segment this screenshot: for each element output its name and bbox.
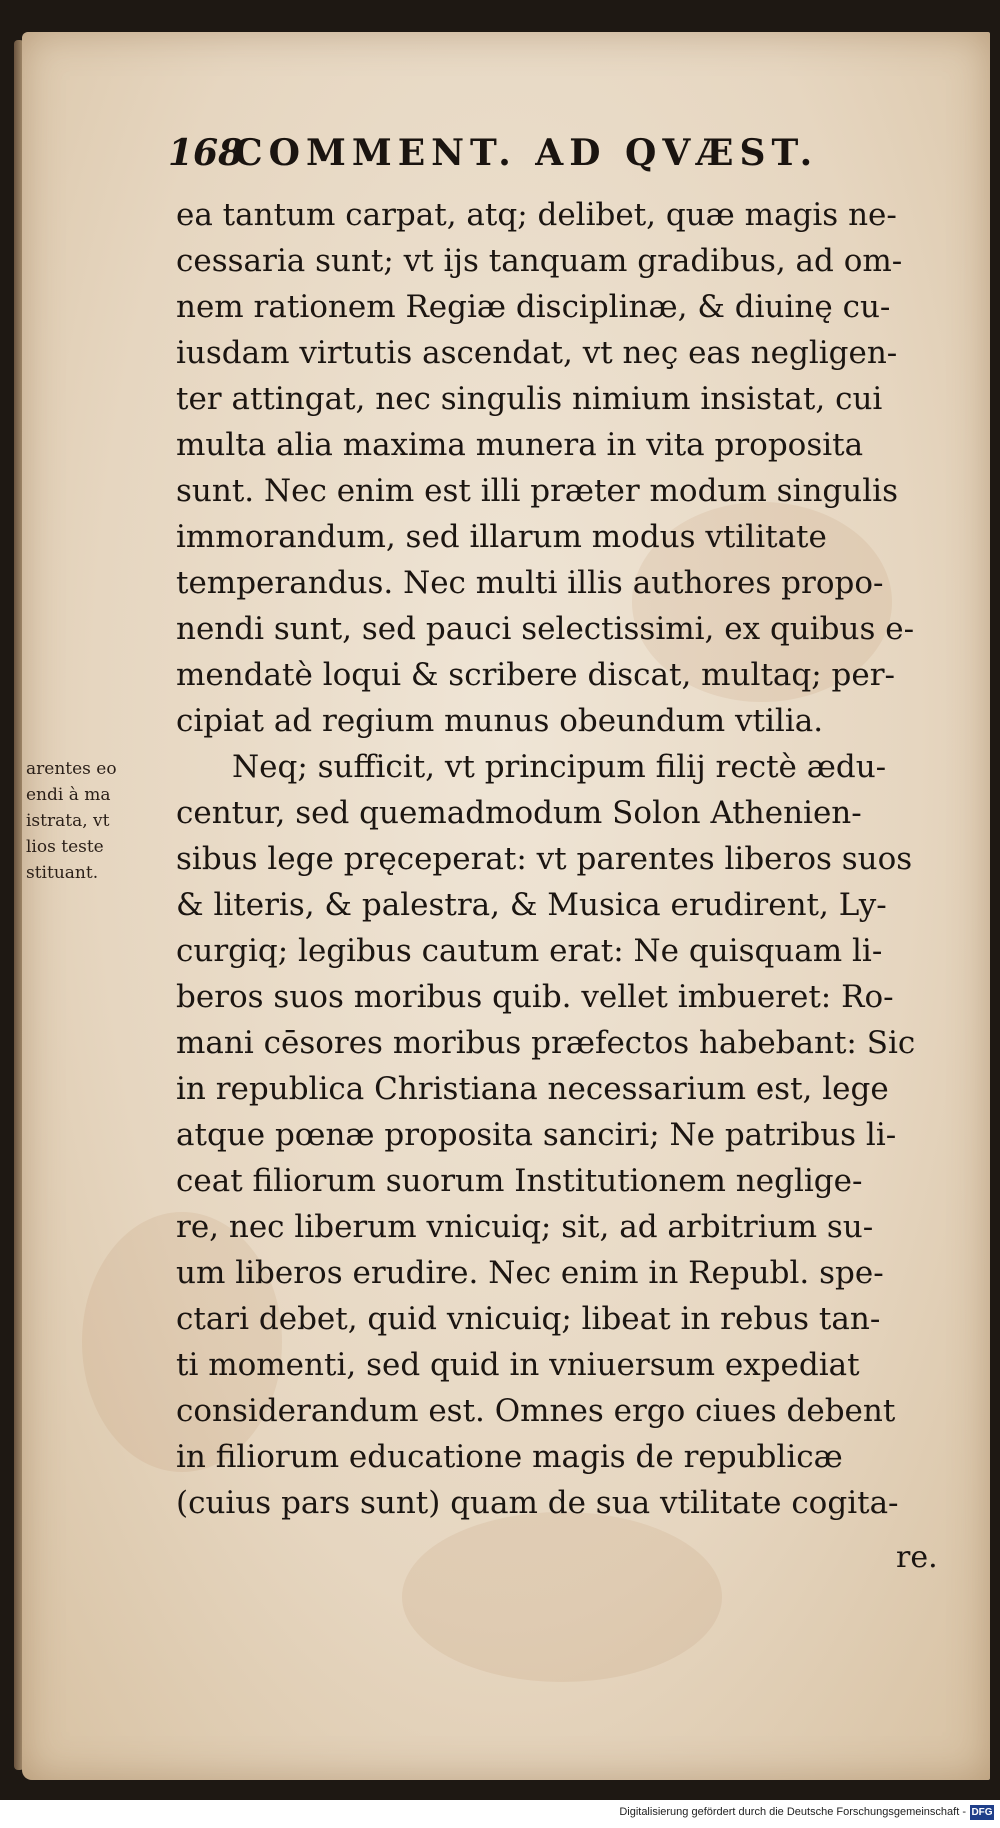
- text-line: cipiat ad regium munus obeundum vtilia.: [176, 703, 824, 739]
- digitization-footer: [0, 1800, 1000, 1828]
- catchword: re.: [896, 1540, 938, 1575]
- text-line: mendatè loqui & scribere discat, multaq; per-: [176, 657, 896, 693]
- text-line: nendi sunt, sed pauci selectissimi, ex quibus e-: [176, 611, 915, 647]
- funding-credit: Digitalisierung gefördert durch die Deutsche Forschungsgemeinschaft -: [619, 1806, 966, 1818]
- text-line: cessaria sunt; vt ijs tanquam gradibus, ad om-: [176, 243, 903, 279]
- body-text: [176, 192, 966, 1526]
- paragraph-start-line: Neq; sufficit, vt principum filij rectè ædu-: [232, 749, 887, 785]
- text-line: temperandus. Nec multi illis authores propo-: [176, 565, 884, 601]
- marginal-note: [26, 756, 176, 886]
- text-line: ter attingat, nec singulis nimium insistat, cui: [176, 381, 883, 417]
- marginal-note-line: arentes eo: [26, 759, 117, 779]
- text-line: centur, sed quemadmodum Solon Athenien-: [176, 795, 862, 831]
- page-number: 168: [168, 132, 244, 174]
- text-line: iusdam virtutis ascendat, vt neç eas negligen-: [176, 335, 898, 371]
- text-line: ctari debet, quid vnicuiq; libeat in rebus tan-: [176, 1301, 881, 1337]
- text-line: re, nec liberum vnicuiq; sit, ad arbitrium su-: [176, 1209, 874, 1245]
- text-line: in filiorum educatione magis de republicæ: [176, 1439, 843, 1475]
- text-line: ea tantum carpat, atq; delibet, quæ magis ne-: [176, 197, 897, 233]
- text-line: um liberos erudire. Nec enim in Republ. spe-: [176, 1255, 884, 1291]
- text-line: sibus lege pręceperat: vt parentes liberos suos: [176, 841, 913, 877]
- text-line: multa alia maxima munera in vita proposita: [176, 427, 864, 463]
- text-line: sunt. Nec enim est illi præter modum singulis: [176, 473, 898, 509]
- marginal-note-line: lios teste: [26, 837, 104, 857]
- text-line: (cuius pars sunt) quam de sua vtilitate cogita-: [176, 1485, 899, 1521]
- text-line: atque pœnæ proposita sanciri; Ne patribus li-: [176, 1117, 897, 1153]
- text-line: beros suos moribus quib. vellet imbueret: Ro-: [176, 979, 894, 1015]
- marginal-note-line: istrata, vt: [26, 811, 110, 831]
- text-line: nem rationem Regiæ disciplinæ, & diuinę cu-: [176, 289, 891, 325]
- paper-stain: [402, 1512, 722, 1682]
- dfg-logo: DFG: [971, 1807, 993, 1818]
- text-line: curgiq; legibus cautum erat: Ne quisquam li-: [176, 933, 883, 969]
- text-line: in republica Christiana necessarium est, lege: [176, 1071, 889, 1107]
- marginal-note-line: endi à ma: [26, 785, 111, 805]
- text-line: immorandum, sed illarum modus vtilitate: [176, 519, 827, 555]
- running-title: COMMENT. AD QVÆST.: [234, 132, 819, 174]
- marginal-note-line: stituant.: [26, 863, 99, 883]
- text-line: ti momenti, sed quid in vniuersum expediat: [176, 1347, 860, 1383]
- text-line: considerandum est. Omnes ergo ciues debent: [176, 1393, 896, 1429]
- text-line: & literis, & palestra, & Musica erudirent, Ly-: [176, 887, 887, 923]
- text-line: mani cēsores moribus præfectos habebant: Sic: [176, 1025, 916, 1061]
- page-header: [168, 132, 888, 182]
- text-line: ceat filiorum suorum Institutionem neglige-: [176, 1163, 863, 1199]
